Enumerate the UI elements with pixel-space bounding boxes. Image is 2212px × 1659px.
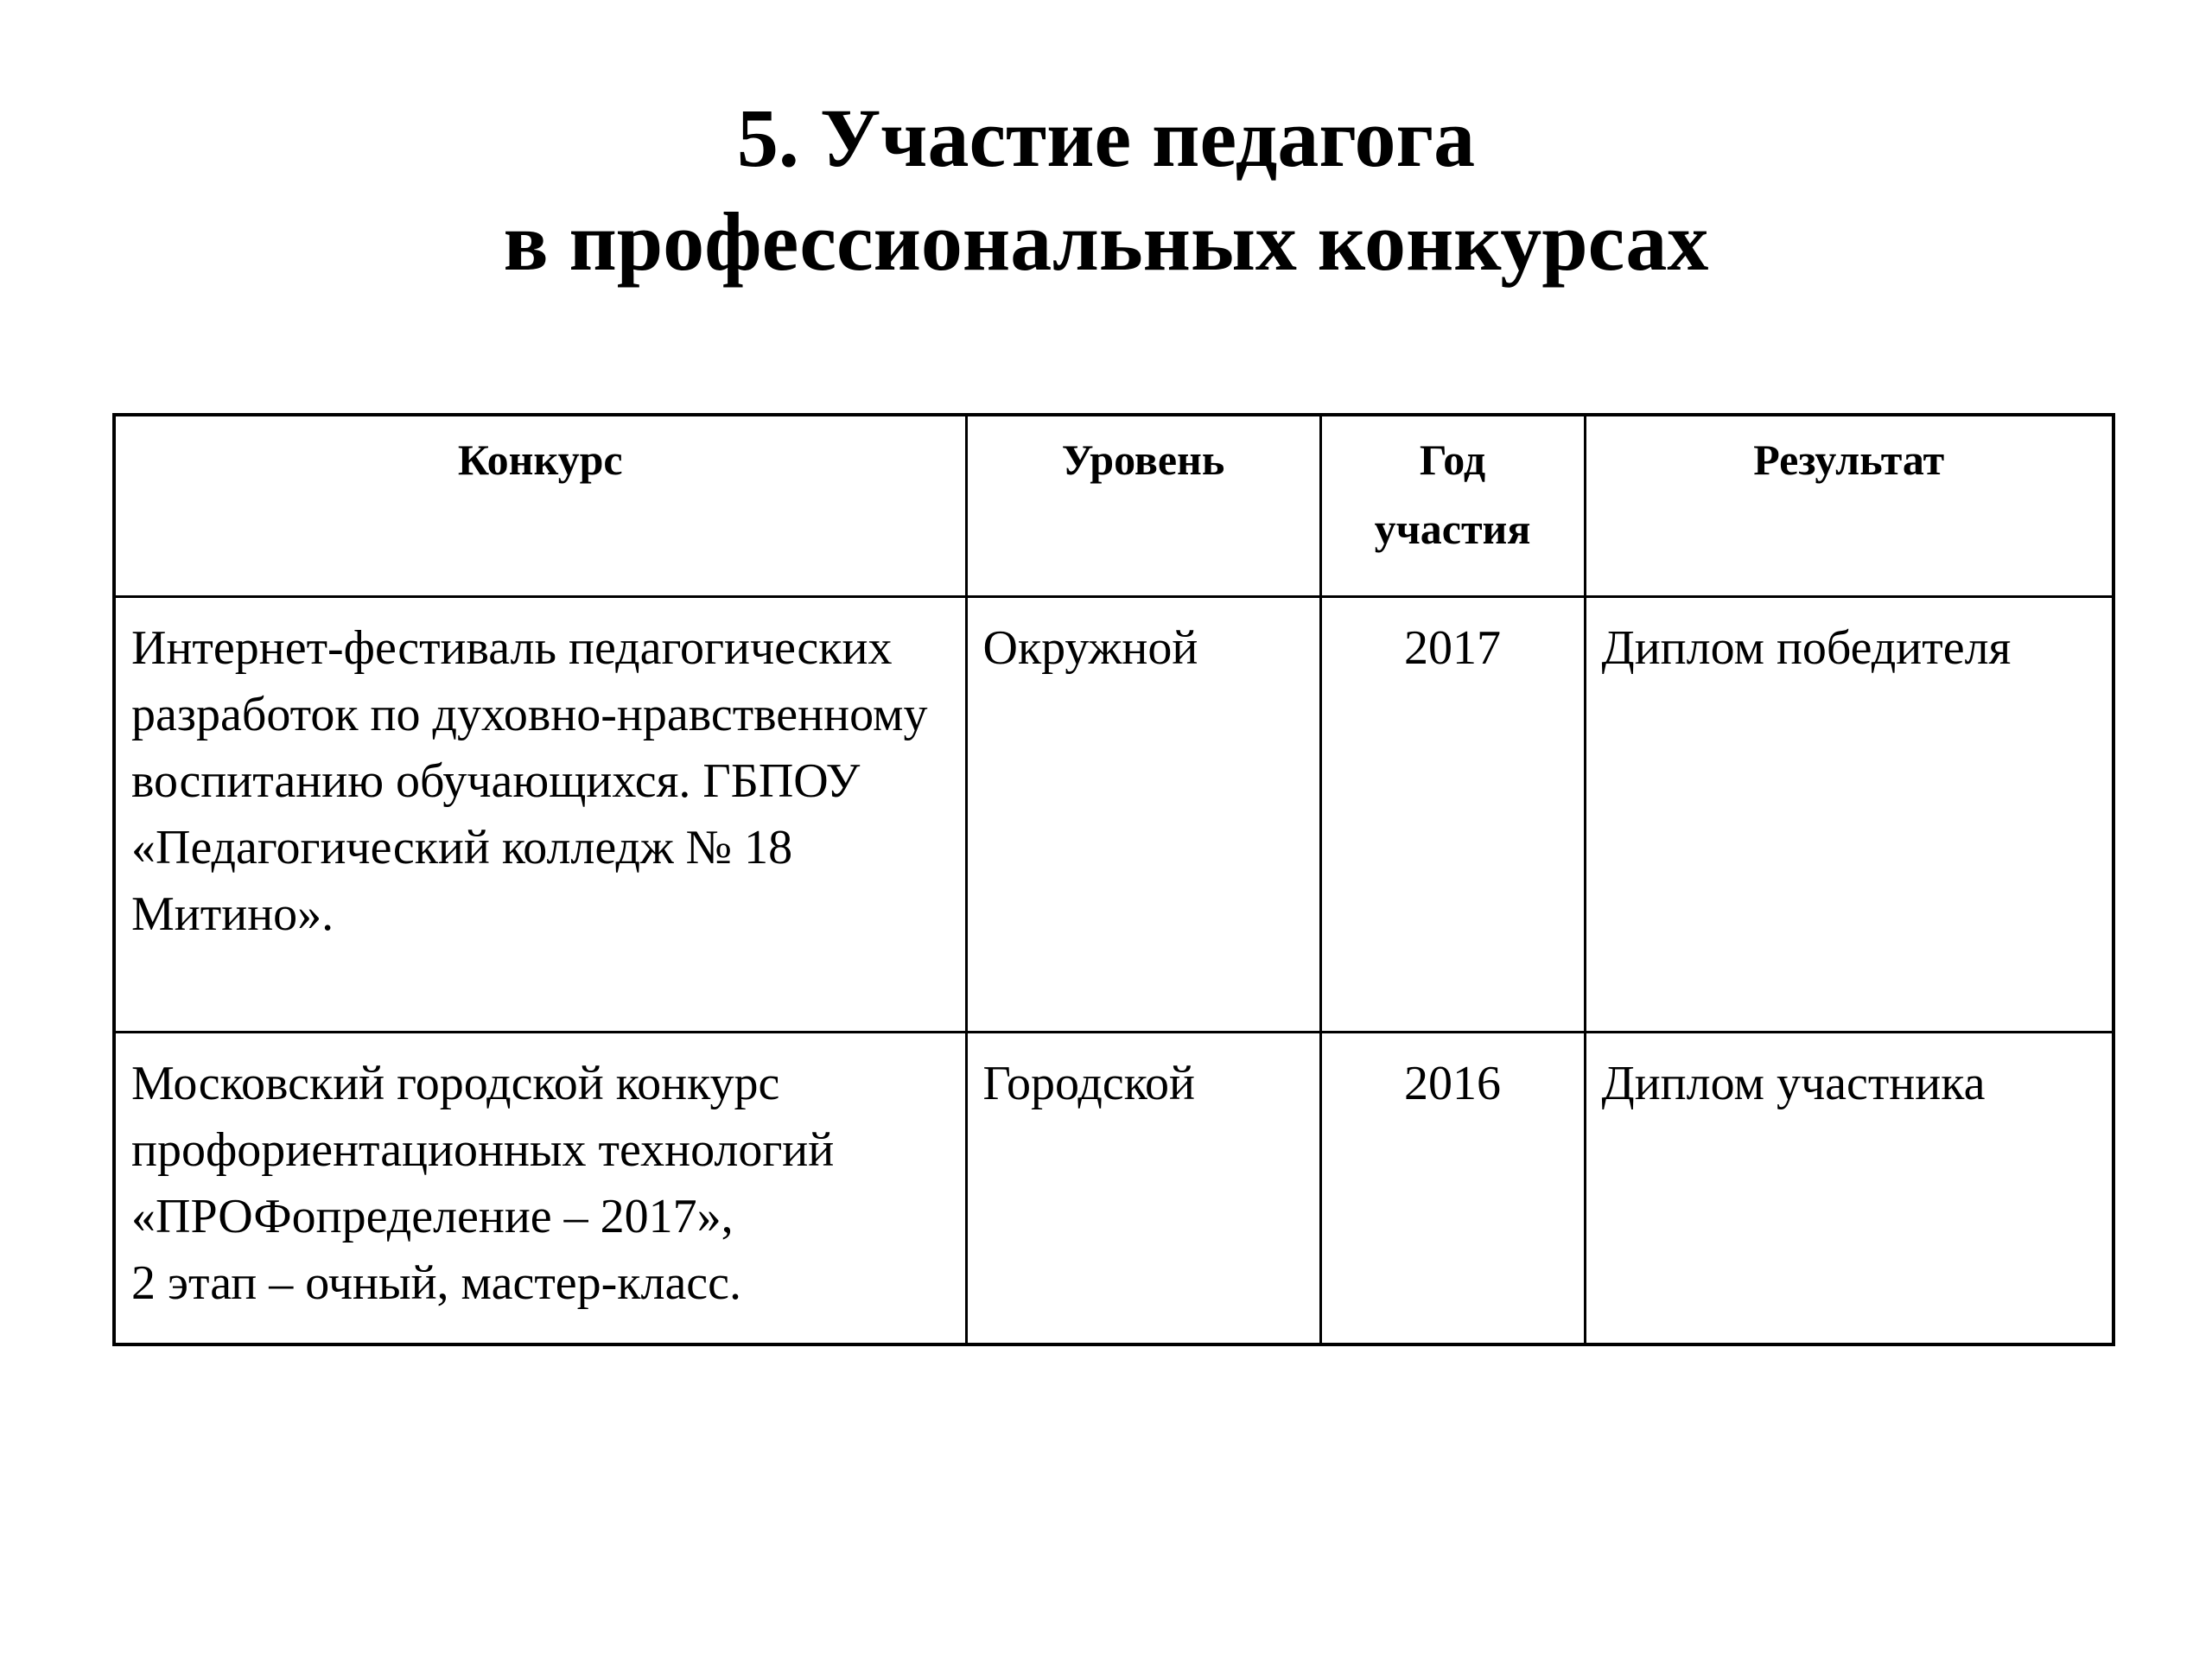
- cell-result: Диплом участника: [1585, 1032, 2113, 1344]
- table-row: [114, 1032, 2113, 1344]
- cell-competition: Московский городской конкурс профориентационных технологий «ПРОФопределение – 2017», 2 этап – очный, мастер-класс.: [114, 1032, 966, 1344]
- cell-level: Окружной: [966, 596, 1320, 1032]
- header-competition: Конкурс: [114, 415, 966, 596]
- slide-title: [0, 86, 2212, 294]
- header-year: Год участия: [1320, 415, 1585, 596]
- cell-level: Городской: [966, 1032, 1320, 1344]
- cell-result: Диплом победителя: [1585, 596, 2113, 1032]
- slide-title-line-2: в профессиональных конкурсах: [503, 195, 1709, 288]
- competitions-table: [112, 413, 2115, 1346]
- cell-year: 2016: [1320, 1032, 1585, 1344]
- slide-title-line-1: 5. Участие педагога: [736, 92, 1476, 184]
- cell-year: 2017: [1320, 596, 1585, 1032]
- cell-competition: Интернет-фестиваль педагогических разработок по духовно-нравственному воспитанию обучающихся. ГБПОУ «Педагогический колледж № 18 Митино».: [114, 596, 966, 1032]
- header-level: Уровень: [966, 415, 1320, 596]
- table-header-row: [114, 415, 2113, 596]
- header-result: Результат: [1585, 415, 2113, 596]
- table-row: [114, 596, 2113, 1032]
